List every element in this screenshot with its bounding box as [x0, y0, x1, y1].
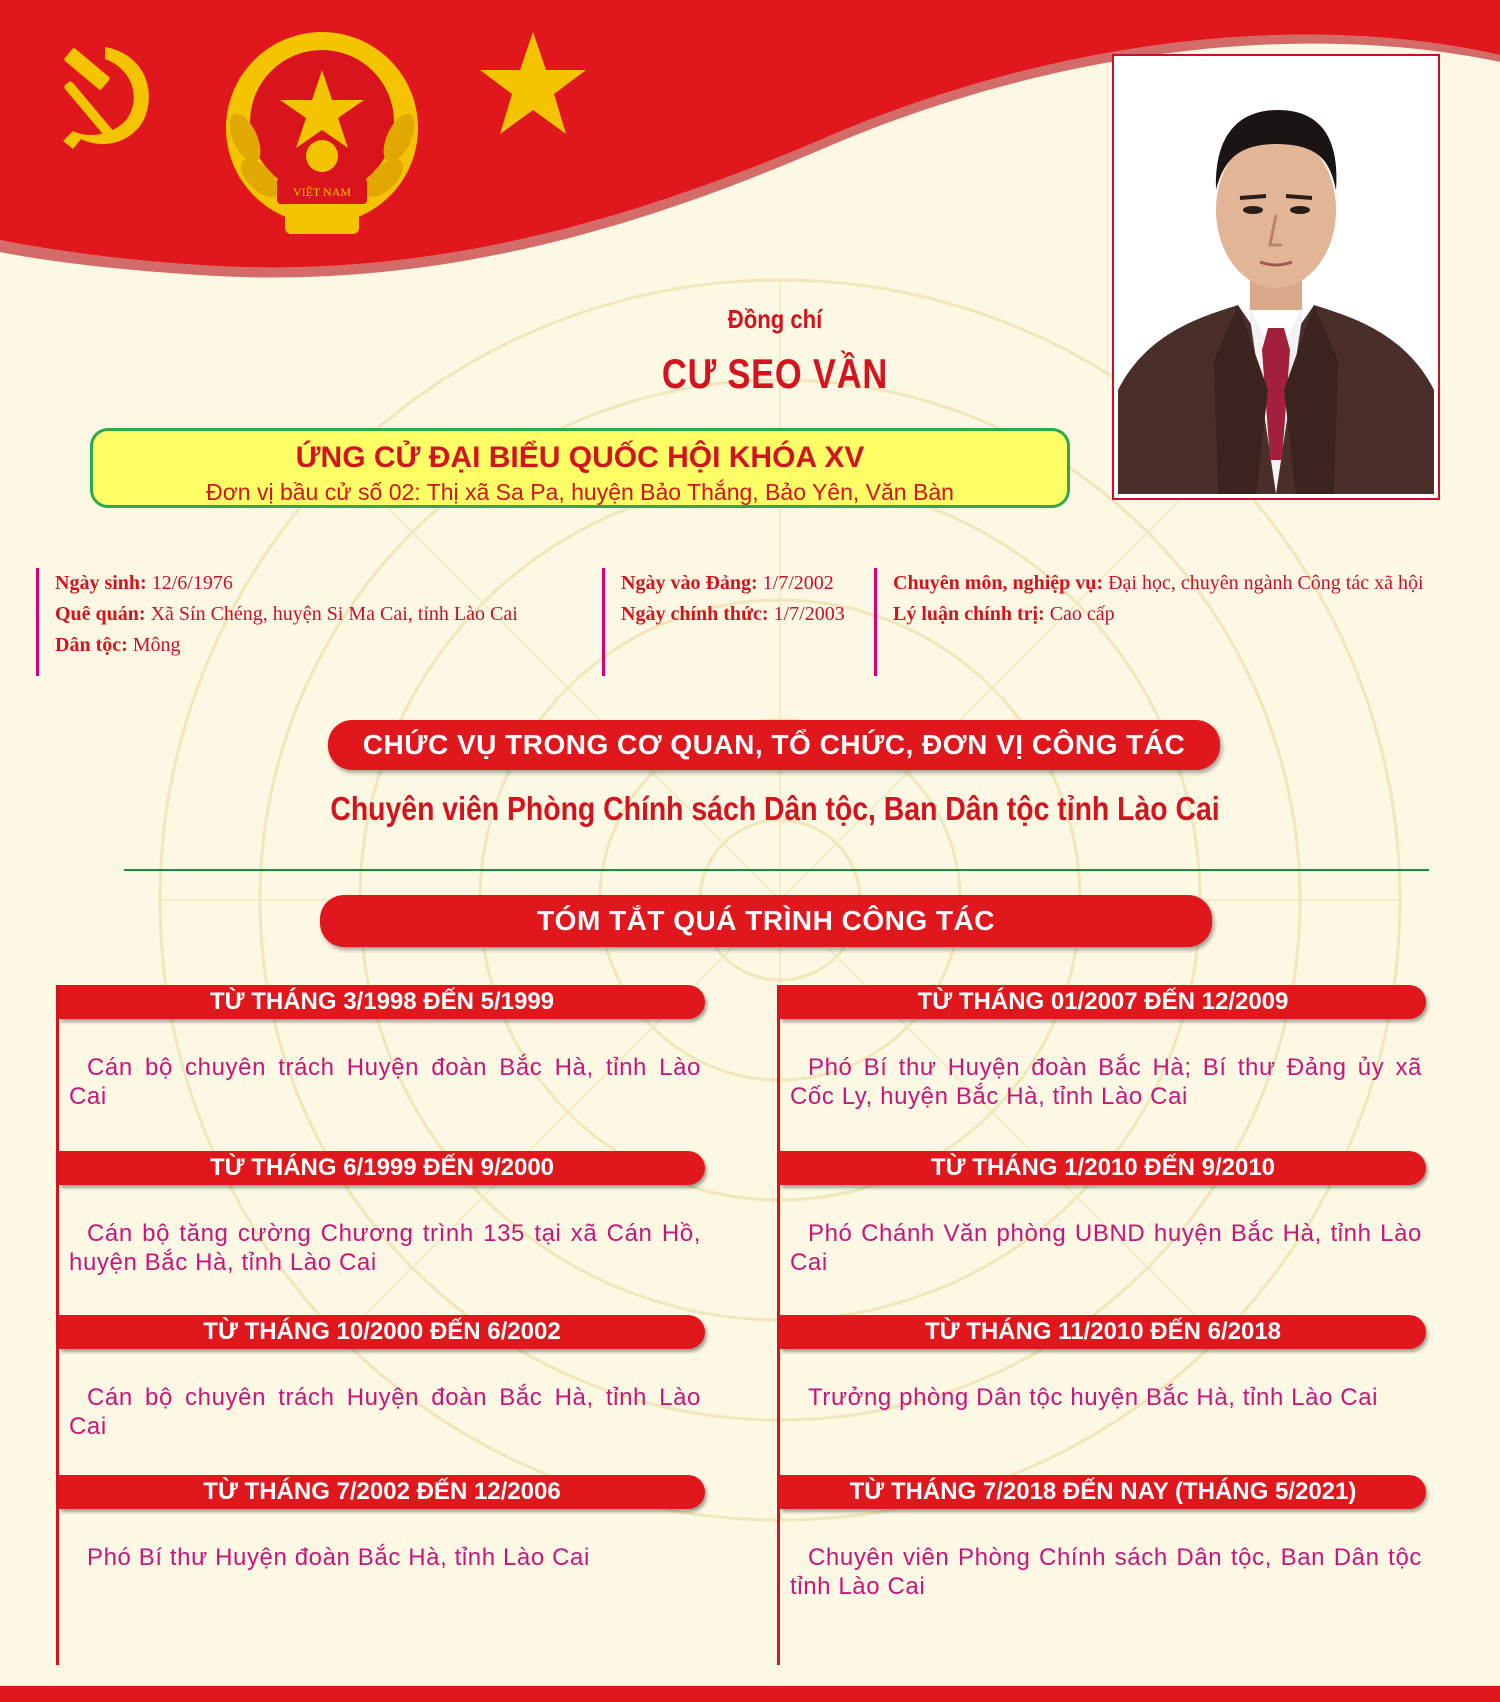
career-column-right — [777, 985, 1430, 1665]
info-value: 1/7/2002 — [762, 572, 834, 594]
title-prefix: Đồng chí — [727, 304, 823, 334]
emblem-text: VIỆT NAM — [292, 185, 352, 199]
personal-info-column-3 — [874, 568, 1500, 676]
position-heading: CHỨC VỤ TRONG CƠ QUAN, TỔ CHỨC, ĐƠN VỊ CÔNG TÁC — [328, 720, 1220, 770]
career-description: Phó Chánh Văn phòng UBND huyện Bắc Hà, tỉnh Lào Cai — [790, 1220, 1422, 1276]
career-description: Cán bộ chuyên trách Huyện đoàn Bắc Hà, tỉnh Lào Cai — [69, 1054, 701, 1110]
career-period: TỪ THÁNG 3/1998 ĐẾN 5/1999 — [59, 985, 705, 1019]
career-description: Cán bộ chuyên trách Huyện đoàn Bắc Hà, tỉnh Lào Cai — [69, 1384, 701, 1440]
current-position: Chuyên viên Phòng Chính sách Dân tộc, Ban Dân tộc tỉnh Lào Cai — [330, 790, 1220, 827]
birth-date-row — [55, 568, 595, 599]
gold-star-icon — [478, 28, 588, 138]
info-label: Quê quán: — [55, 603, 146, 625]
political-theory-row — [893, 599, 1500, 630]
career-period: TỪ THÁNG 7/2002 ĐẾN 12/2006 — [59, 1475, 705, 1509]
info-label: Dân tộc: — [55, 634, 128, 656]
info-label: Lý luận chính trị: — [893, 603, 1045, 625]
section-divider — [124, 869, 1429, 871]
hometown-row — [55, 599, 595, 630]
electoral-unit: Đơn vị bầu cử số 02: Thị xã Sa Pa, huyện Bảo Thắng, Bảo Yên, Văn Bàn — [206, 479, 954, 505]
party-join-row — [621, 568, 871, 599]
national-emblem-icon — [215, 28, 430, 243]
info-value: Đại học, chuyên ngành Công tác xã hội — [1108, 572, 1424, 594]
profession-row — [893, 568, 1500, 599]
candidate-name: CƯ SEO VẦN — [661, 350, 889, 397]
career-period: TỪ THÁNG 01/2007 ĐẾN 12/2009 — [780, 985, 1426, 1019]
bottom-red-band — [0, 1686, 1500, 1702]
info-value: Mông — [132, 634, 181, 656]
personal-info-column-1 — [36, 568, 595, 676]
career-heading: TÓM TẮT QUÁ TRÌNH CÔNG TÁC — [320, 895, 1212, 947]
info-label: Ngày vào Đảng: — [621, 572, 758, 594]
portrait-photo — [1112, 54, 1440, 500]
candidacy-title: ỨNG CỬ ĐẠI BIỂU QUỐC HỘI KHÓA XV — [295, 441, 865, 474]
ethnicity-row — [55, 630, 595, 661]
info-value: 1/7/2003 — [773, 603, 845, 625]
info-value: 12/6/1976 — [151, 572, 233, 594]
career-description: Chuyên viên Phòng Chính sách Dân tộc, Ban Dân tộc tỉnh Lào Cai — [790, 1544, 1422, 1600]
career-description: Cán bộ tăng cường Chương trình 135 tại xã Cán Hồ, huyện Bắc Hà, tỉnh Lào Cai — [69, 1220, 701, 1276]
info-label: Chuyên môn, nghiệp vụ: — [893, 572, 1104, 594]
career-description: Trưởng phòng Dân tộc huyện Bắc Hà, tỉnh Lào Cai — [808, 1384, 1379, 1411]
career-period: TỪ THÁNG 10/2000 ĐẾN 6/2002 — [59, 1315, 705, 1349]
career-description: Phó Bí thư Huyện đoàn Bắc Hà, tỉnh Lào Cai — [87, 1544, 590, 1571]
party-official-row — [621, 599, 871, 630]
career-description: Phó Bí thư Huyện đoàn Bắc Hà; Bí thư Đảng ủy xã Cốc Ly, huyện Bắc Hà, tỉnh Lào Cai — [790, 1054, 1422, 1110]
career-period: TỪ THÁNG 11/2010 ĐẾN 6/2018 — [780, 1315, 1426, 1349]
career-column-left — [56, 985, 709, 1665]
info-label: Ngày sinh: — [55, 572, 147, 594]
career-period: TỪ THÁNG 6/1999 ĐẾN 9/2000 — [59, 1151, 705, 1185]
info-value: Cao cấp — [1049, 603, 1115, 625]
career-period: TỪ THÁNG 7/2018 ĐẾN NAY (THÁNG 5/2021) — [780, 1475, 1426, 1509]
hammer-sickle-icon — [45, 35, 165, 155]
candidacy-box — [90, 428, 1070, 508]
personal-info-column-2 — [602, 568, 871, 676]
info-value: Xã Sín Chéng, huyện Si Ma Cai, tỉnh Lào Cai — [150, 603, 518, 625]
info-label: Ngày chính thức: — [621, 603, 769, 625]
career-period: TỪ THÁNG 1/2010 ĐẾN 9/2010 — [780, 1151, 1426, 1185]
